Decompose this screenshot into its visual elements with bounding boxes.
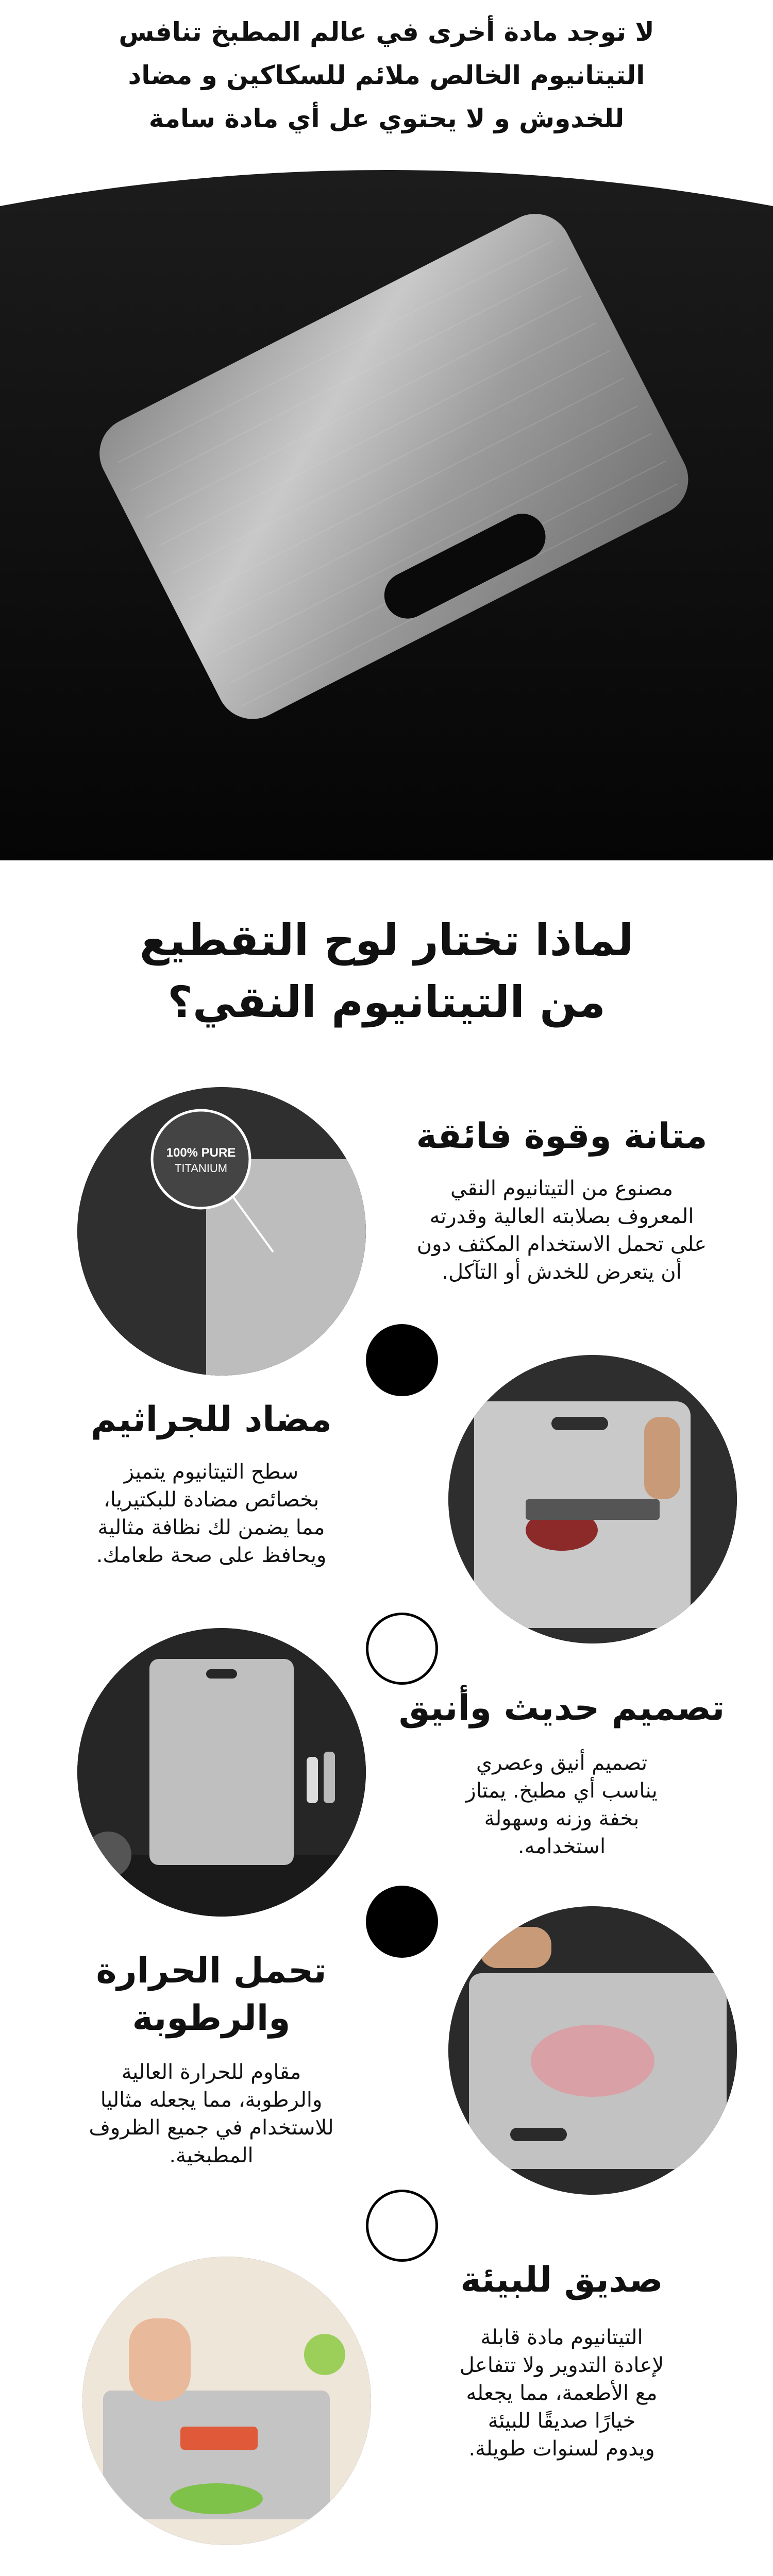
feature-5-image <box>82 2257 371 2545</box>
feature-5-line: لإعادة التدوير ولا تتفاعل <box>459 2353 664 2377</box>
decorative-black-circle <box>366 1886 438 1958</box>
feature-3-line: بخفة وزنه وسهولة <box>484 1807 640 1831</box>
feature-4-line: للاستخدام في جميع الظروف <box>89 2116 334 2140</box>
feature-2-line: ويحافظ على صحة طعامك. <box>96 1544 327 1567</box>
feature-4-title <box>36 1947 386 2042</box>
feature-1-description <box>392 1175 732 1286</box>
feature-2-line: سطح التيتانيوم يتميز <box>124 1460 299 1484</box>
feature-3-line: استخدامه. <box>517 1835 606 1858</box>
intro-line-1: لا توجد مادة أخرى في عالم المطبخ تنافس <box>119 17 654 47</box>
feature-1-line: المعروف بصلابته العالية وقدرته <box>429 1205 694 1228</box>
intro-line-2: التيتانيوم الخالص ملائم للسكاكين و مضاد <box>128 60 645 90</box>
feature-4-title-line: تحمل الحرارة <box>96 1951 327 1991</box>
feature-2-title: مضاد للجراثيم <box>91 1399 332 1440</box>
feature-5-description <box>392 2324 732 2463</box>
feature-3-line: تصميم أنيق وعصري <box>476 1751 647 1775</box>
feature-1-image <box>77 1087 366 1376</box>
feature-2-line: مما يضمن لك نظافة مثالية <box>97 1516 325 1539</box>
intro-line-3: للخدوش و لا يحتوي عل أي مادة سامة <box>148 104 625 133</box>
pure-titanium-badge-line-1: 100% PURE <box>166 1146 236 1160</box>
hero-cutting-board-image <box>0 170 773 860</box>
feature-1-line: على تحمل الاستخدام المكثف دون <box>416 1232 707 1256</box>
feature-2-line: بخصائص مضادة للبكتيريا، <box>103 1488 320 1512</box>
decorative-ring-circle <box>366 1613 438 1685</box>
feature-4-image <box>448 1906 737 2195</box>
feature-5-line: التيتانيوم مادة قابلة <box>480 2326 643 2349</box>
decorative-black-circle <box>366 1324 438 1396</box>
feature-1-title: متانة وقوة فائقة <box>416 1116 708 1157</box>
feature-4-line: والرطوبة، مما يجعله مثاليا <box>100 2088 323 2112</box>
feature-4-line: المطبخية. <box>169 2144 254 2167</box>
feature-2-description <box>36 1458 386 1569</box>
section-heading-line-2: من التيتانيوم النقي؟ <box>167 977 606 1027</box>
feature-3-title: تصميم حديث وأنيق <box>398 1688 725 1728</box>
decorative-ring-circle <box>366 2190 438 2262</box>
feature-3-image <box>77 1628 366 1917</box>
pure-titanium-badge-line-2: TITANIUM <box>174 1162 228 1175</box>
feature-5-line: ويدوم لسنوات طويلة. <box>468 2437 655 2461</box>
feature-4-title-line: والرطوبة <box>132 1998 291 2039</box>
section-heading <box>72 909 701 1033</box>
intro-text <box>62 10 711 140</box>
feature-5-line: مع الأطعمة، مما يجعله <box>466 2381 658 2405</box>
feature-5-line: خيارًا صديقًا للبيئة <box>488 2409 636 2433</box>
feature-3-description <box>392 1749 732 1860</box>
feature-1-line: مصنوع من التيتانيوم النقي <box>450 1177 673 1200</box>
feature-4-description <box>36 2058 386 2170</box>
feature-2-image <box>448 1355 737 1643</box>
feature-4-line: مقاوم للحرارة العالية <box>121 2060 301 2084</box>
section-heading-line-1: لماذا تختار لوح التقطيع <box>139 915 634 965</box>
feature-5-title: صديق للبيئة <box>460 2260 663 2300</box>
feature-1-line: أن يتعرض للخدش أو التآكل. <box>442 1260 682 1284</box>
feature-3-line: يناسب أي مطبخ. يمتاز <box>466 1779 658 1803</box>
